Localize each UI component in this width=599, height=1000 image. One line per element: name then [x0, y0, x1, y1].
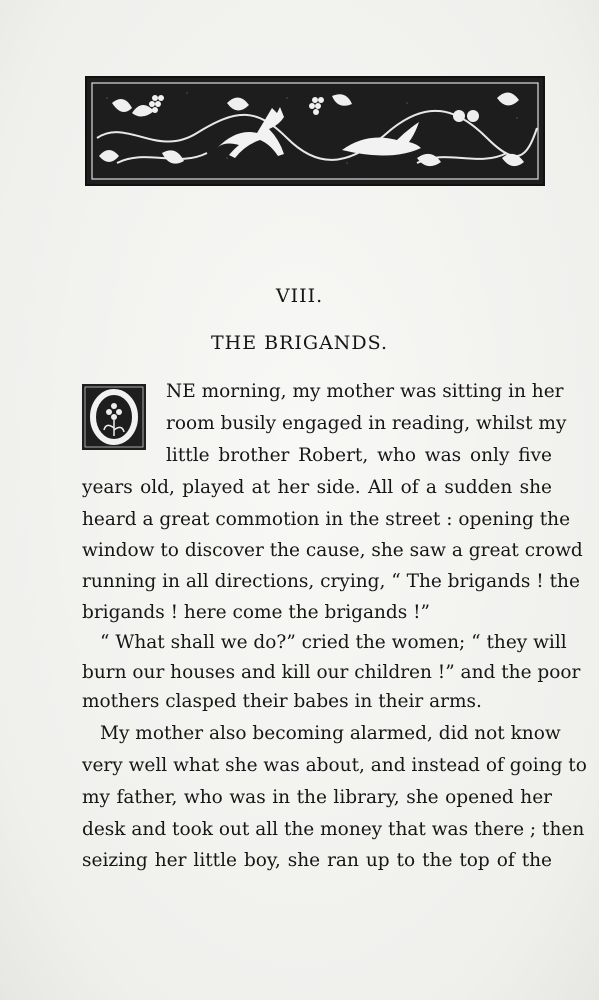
text-line: very well what she was about, and instead of going to — [82, 755, 587, 776]
text-line: little brother Robert, who was only five — [166, 445, 552, 466]
text-line: desk and took out all the money that was there ; then — [82, 819, 585, 840]
text-line: heard a great commotion in the street : opening the — [82, 509, 571, 530]
text-line: mothers clasped their babes in their arms. — [82, 691, 482, 712]
chapter-title: THE BRIGANDS. — [210, 332, 389, 354]
text-line: my father, who was in the library, she opened her — [82, 787, 552, 808]
text-line: burn our houses and kill our children !” and the poor — [82, 662, 581, 683]
decorative-headpiece-illustration — [85, 76, 545, 186]
decorated-initial-o — [82, 384, 146, 450]
text-line: room busily engaged in reading, whilst my — [166, 413, 567, 434]
text-line: “ What shall we do?” cried the women; “ they will — [100, 632, 567, 653]
text-line: NE morning, my mother was sitting in her — [166, 381, 564, 402]
text-line: years old, played at her side. All of a sudden she — [82, 477, 552, 498]
text-line: My mother also becoming alarmed, did not know — [100, 723, 561, 744]
text-line: window to discover the cause, she saw a great crowd — [82, 540, 583, 561]
text-line: seizing her little boy, she ran up to the top of the — [82, 850, 552, 871]
text-line: brigands ! here come the brigands !” — [82, 602, 431, 623]
chapter-number: VIII. — [275, 285, 324, 307]
text-line: running in all directions, crying, “ The brigands ! the — [82, 571, 580, 592]
